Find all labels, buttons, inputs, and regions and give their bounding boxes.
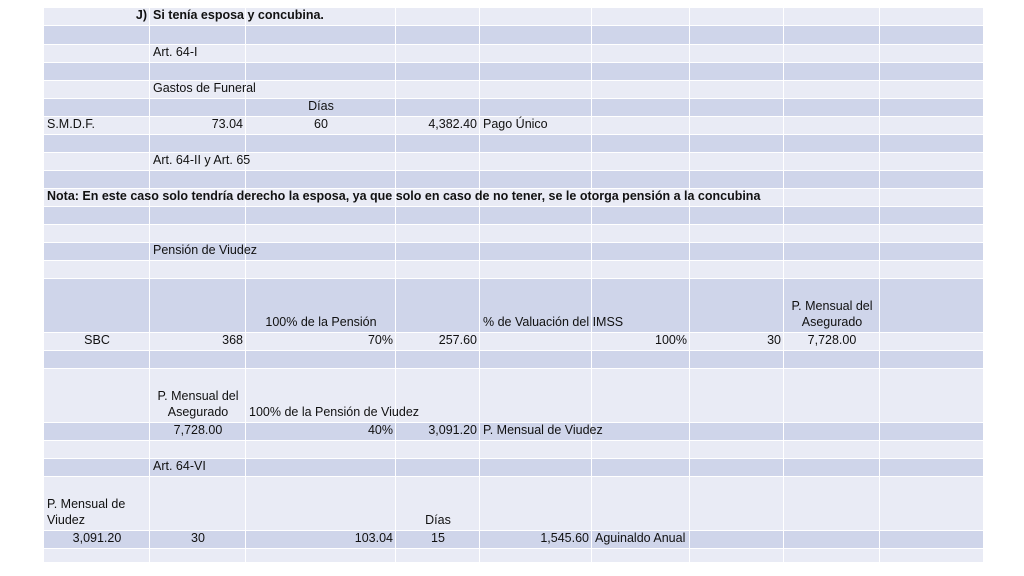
table-cell-bg	[880, 441, 983, 458]
table-cell-bg	[592, 26, 689, 44]
table-cell-bg	[480, 99, 591, 116]
table-cell-bg	[246, 171, 395, 188]
table-cell-bg	[44, 153, 149, 170]
table-cell-bg	[480, 261, 591, 278]
table-cell-bg	[396, 459, 479, 476]
table-cell-bg	[44, 369, 149, 422]
table-cell-bg	[784, 225, 879, 242]
table-cell-bg	[150, 207, 245, 224]
table-cell-bg	[880, 8, 983, 25]
table-cell-bg	[880, 243, 983, 260]
days-header: Días	[308, 99, 334, 113]
table-cell-bg	[246, 26, 395, 44]
table-cell-bg	[690, 369, 783, 422]
table-cell-bg	[246, 477, 395, 530]
bonus-days-value: 15	[431, 531, 445, 545]
table-cell-bg	[480, 369, 591, 422]
table-cell-bg	[880, 423, 983, 440]
table-cell-bg	[784, 45, 879, 62]
table-cell-bg	[690, 153, 783, 170]
monthly-insured-value: 7,728.00	[807, 333, 857, 347]
table-cell-bg	[784, 369, 879, 422]
pension-daily-value: 257.60	[438, 333, 477, 347]
table-cell-bg	[690, 261, 783, 278]
table-cell-bg	[690, 207, 783, 224]
table-cell-bg	[396, 243, 479, 260]
widow-percent-value: 40%	[367, 423, 393, 437]
table-cell-bg	[592, 459, 689, 476]
table-cell-bg	[784, 99, 879, 116]
sbc-value: 368	[222, 333, 243, 347]
table-cell-bg	[480, 45, 591, 62]
bonus-total-value: 1,545.60	[540, 531, 589, 545]
table-cell-bg	[480, 135, 591, 152]
table-cell-bg	[690, 243, 783, 260]
table-cell-bg	[480, 207, 591, 224]
pension-percent-value: 70%	[367, 333, 393, 347]
table-cell-bg	[690, 63, 783, 80]
table-cell-bg	[480, 26, 591, 44]
table-cell-bg	[396, 351, 479, 368]
table-cell-bg	[784, 531, 879, 548]
bonus-month-days-value: 30	[191, 531, 205, 545]
table-cell-bg	[784, 117, 879, 134]
table-cell-bg	[880, 171, 983, 188]
table-cell-bg	[246, 549, 395, 562]
table-cell-bg	[690, 99, 783, 116]
table-cell-bg	[880, 26, 983, 44]
table-cell-bg	[784, 477, 879, 530]
table-cell-bg	[44, 279, 149, 332]
table-cell-bg	[690, 171, 783, 188]
table-cell-bg	[784, 459, 879, 476]
table-cell-bg	[396, 135, 479, 152]
table-cell-bg	[396, 171, 479, 188]
monthly-insured-value-2: 7,728.00	[173, 423, 223, 437]
table-cell-bg	[880, 45, 983, 62]
table-cell-bg	[784, 207, 879, 224]
table-cell-bg	[592, 351, 689, 368]
table-cell-bg	[396, 63, 479, 80]
table-cell-bg	[150, 135, 245, 152]
widow-monthly-header: P. Mensual de Viudez	[47, 497, 126, 527]
table-cell-bg	[880, 279, 983, 332]
table-cell-bg	[690, 135, 783, 152]
table-cell-bg	[880, 351, 983, 368]
table-cell-bg	[690, 441, 783, 458]
table-cell-bg	[690, 225, 783, 242]
table-cell-bg	[592, 45, 689, 62]
table-cell-bg	[784, 171, 879, 188]
table-cell-bg	[246, 261, 395, 278]
table-cell-bg	[396, 26, 479, 44]
table-cell-bg	[592, 261, 689, 278]
table-cell-bg	[150, 171, 245, 188]
table-cell-bg	[44, 135, 149, 152]
table-cell-bg	[480, 171, 591, 188]
widow-monthly-value: 3,091.20	[428, 423, 477, 437]
table-cell-bg	[44, 243, 149, 260]
table-cell-bg	[150, 441, 245, 458]
header-letter: J)	[135, 8, 147, 22]
table-cell-bg	[480, 225, 591, 242]
table-cell-bg	[44, 225, 149, 242]
table-cell-bg	[592, 225, 689, 242]
table-cell-bg	[480, 351, 591, 368]
spreadsheet-table	[44, 8, 984, 563]
table-cell-bg	[150, 26, 245, 44]
table-cell-bg	[784, 441, 879, 458]
table-cell-bg	[150, 225, 245, 242]
table-cell-bg	[690, 351, 783, 368]
table-cell-bg	[690, 423, 783, 440]
table-cell-bg	[592, 477, 689, 530]
table-cell-bg	[44, 45, 149, 62]
table-cell-bg	[396, 441, 479, 458]
table-cell-bg	[246, 225, 395, 242]
bonus-daily-value: 103.04	[354, 531, 393, 545]
table-cell-bg	[246, 207, 395, 224]
table-cell-bg	[396, 207, 479, 224]
table-cell-bg	[592, 99, 689, 116]
pension-percent-header: 100% de la Pensión	[265, 315, 377, 329]
table-cell-bg	[784, 135, 879, 152]
table-cell-bg	[784, 8, 879, 25]
table-cell-bg	[690, 26, 783, 44]
table-cell-bg	[44, 459, 149, 476]
table-cell-bg	[784, 153, 879, 170]
table-cell-bg	[880, 261, 983, 278]
table-cell-bg	[690, 549, 783, 562]
table-cell-bg	[784, 81, 879, 98]
table-cell-bg	[396, 99, 479, 116]
table-cell-bg	[690, 8, 783, 25]
table-cell-bg	[880, 549, 983, 562]
monthly-insured-header: P. Mensual del Asegurado	[791, 299, 873, 329]
table-cell-bg	[150, 279, 245, 332]
table-cell-bg	[784, 351, 879, 368]
table-cell-bg	[396, 153, 479, 170]
table-cell-bg	[880, 99, 983, 116]
table-cell-bg	[44, 63, 149, 80]
table-cell-bg	[880, 459, 983, 476]
table-cell-bg	[592, 243, 689, 260]
table-cell-bg	[396, 81, 479, 98]
annual-bonus-label: Aguinaldo Anual	[595, 531, 686, 545]
article-64-i-label: Art. 64-I	[153, 45, 198, 59]
table-cell-bg	[396, 279, 479, 332]
table-cell-bg	[880, 531, 983, 548]
table-cell-bg	[880, 135, 983, 152]
table-cell-bg	[880, 477, 983, 530]
table-cell-bg	[690, 117, 783, 134]
header-title: Si tenía esposa y concubina.	[153, 8, 324, 22]
table-cell-bg	[592, 549, 689, 562]
smdf-value: 73.04	[211, 117, 243, 131]
table-cell-bg	[880, 117, 983, 134]
table-cell-bg	[880, 333, 983, 350]
table-cell-bg	[150, 549, 245, 562]
table-cell-bg	[592, 369, 689, 422]
table-cell-bg	[592, 171, 689, 188]
table-cell-bg	[592, 81, 689, 98]
table-cell-bg	[690, 459, 783, 476]
table-cell-bg	[690, 81, 783, 98]
sbc-label: SBC	[84, 333, 110, 347]
table-cell-bg	[592, 135, 689, 152]
widow-pension-title: Pensión de Viudez	[153, 243, 258, 257]
table-cell-bg	[880, 81, 983, 98]
table-cell-bg	[44, 171, 149, 188]
table-cell-bg	[150, 477, 245, 530]
table-cell-bg	[480, 549, 591, 562]
table-cell-bg	[784, 261, 879, 278]
article-64-ii-label: Art. 64-II y Art. 65	[153, 153, 251, 167]
table-cell-bg	[880, 369, 983, 422]
bonus-days-header: Días	[425, 513, 451, 527]
table-cell-bg	[480, 81, 591, 98]
table-cell-bg	[246, 351, 395, 368]
table-cell-bg	[592, 207, 689, 224]
table-cell-bg	[396, 549, 479, 562]
table-cell-bg	[44, 423, 149, 440]
table-cell-bg	[44, 261, 149, 278]
table-cell-bg	[784, 423, 879, 440]
table-cell-bg	[592, 153, 689, 170]
bonus-monthly-value: 3,091.20	[72, 531, 122, 545]
table-cell-bg	[880, 207, 983, 224]
table-cell-bg	[150, 63, 245, 80]
imss-valuation-value: 100%	[655, 333, 687, 347]
table-cell-bg	[784, 549, 879, 562]
imss-valuation-header: % de Valuación del IMSS	[483, 315, 624, 329]
table-cell-bg	[690, 279, 783, 332]
smdf-label: S.M.D.F.	[47, 117, 95, 131]
table-cell-bg	[396, 261, 479, 278]
table-cell-bg	[396, 45, 479, 62]
table-cell-bg	[784, 243, 879, 260]
single-payment-label: Pago Único	[483, 117, 548, 131]
table-cell-bg	[480, 153, 591, 170]
table-cell-bg	[880, 225, 983, 242]
table-cell-bg	[480, 63, 591, 80]
table-cell-bg	[690, 45, 783, 62]
table-cell-bg	[150, 99, 245, 116]
table-cell-bg	[150, 351, 245, 368]
table-cell-bg	[480, 243, 591, 260]
table-cell-bg	[592, 63, 689, 80]
table-cell-bg	[880, 153, 983, 170]
pension-days-value: 30	[767, 333, 781, 347]
table-cell-bg	[784, 26, 879, 44]
table-cell-bg	[396, 225, 479, 242]
table-cell-bg	[690, 477, 783, 530]
article-64-vi-label: Art. 64-VI	[153, 459, 206, 473]
table-cell-bg	[44, 81, 149, 98]
table-cell-bg	[480, 477, 591, 530]
funeral-expenses-label: Gastos de Funeral	[153, 81, 256, 95]
table-cell-bg	[592, 441, 689, 458]
table-cell-bg	[592, 8, 689, 25]
table-cell-bg	[44, 99, 149, 116]
table-cell-bg	[44, 441, 149, 458]
monthly-insured-header-2: P. Mensual del Asegurado	[157, 389, 239, 419]
table-cell-bg	[44, 207, 149, 224]
table-cell-bg	[246, 63, 395, 80]
table-cell-bg	[44, 26, 149, 44]
table-cell-bg	[784, 63, 879, 80]
note-text: Nota: En este caso solo tendría derecho la esposa, ya que solo en caso de no tener, se le otorga pensión a la concubina	[47, 189, 761, 203]
table-cell-bg	[880, 63, 983, 80]
table-cell-bg	[44, 351, 149, 368]
table-cell-bg	[44, 549, 149, 562]
widow-monthly-label: P. Mensual de Viudez	[483, 423, 603, 437]
table-cell-bg	[480, 441, 591, 458]
table-cell-bg	[246, 135, 395, 152]
widow-pension-percent-header: 100% de la Pensión de Viudez	[249, 405, 420, 419]
table-cell-bg	[150, 261, 245, 278]
table-cell-bg	[480, 459, 591, 476]
table-cell-bg	[246, 441, 395, 458]
funeral-days-value: 60	[314, 117, 328, 131]
funeral-total-value: 4,382.40	[428, 117, 477, 131]
